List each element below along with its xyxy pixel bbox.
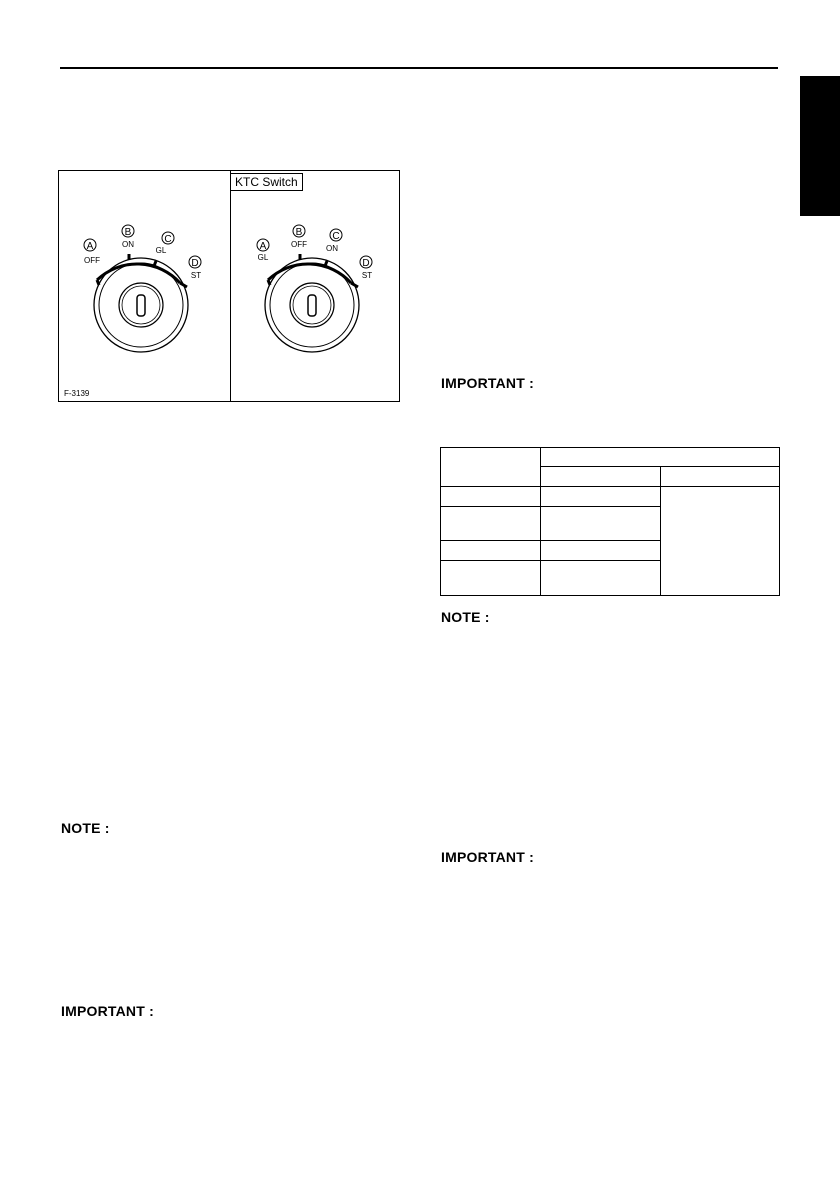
table-cell xyxy=(541,507,661,541)
svg-text:GL: GL xyxy=(155,246,167,255)
table-cell xyxy=(541,561,661,596)
ktc-key-switch xyxy=(230,171,400,401)
position-a xyxy=(84,239,100,265)
svg-text:D: D xyxy=(191,258,199,269)
table-cell xyxy=(541,541,661,561)
svg-text:C: C xyxy=(164,234,172,245)
svg-text:C: C xyxy=(332,231,340,242)
section-thumb-tab xyxy=(800,76,840,216)
table-cell xyxy=(541,448,780,467)
key-switch-figure xyxy=(58,170,400,402)
key-barrel xyxy=(119,283,163,327)
table-cell xyxy=(441,448,541,487)
important-label: IMPORTANT : xyxy=(441,375,534,391)
key-slot-icon xyxy=(137,295,145,316)
standard-key-switch xyxy=(59,171,229,401)
table-cell xyxy=(541,467,661,487)
table-cell xyxy=(441,507,541,541)
ktc-position-b xyxy=(291,225,307,249)
svg-text:B: B xyxy=(124,227,132,238)
important-label: IMPORTANT : xyxy=(61,1003,154,1019)
svg-text:ST: ST xyxy=(361,271,373,280)
spec-table xyxy=(440,447,780,596)
svg-text:OFF: OFF xyxy=(291,240,307,249)
ktc-position-a xyxy=(257,239,269,262)
ktc-switch-label: KTC Switch xyxy=(230,173,303,191)
svg-text:ST: ST xyxy=(190,271,202,280)
figure-code: F-3139 xyxy=(64,389,90,398)
position-d xyxy=(189,256,201,280)
table-row xyxy=(441,487,780,507)
table-cell xyxy=(441,487,541,507)
header-rule xyxy=(60,67,778,69)
table-row xyxy=(441,448,780,467)
svg-text:OFF: OFF xyxy=(84,256,100,265)
note-label: NOTE : xyxy=(61,820,110,836)
svg-text:D: D xyxy=(362,258,370,269)
position-b xyxy=(122,225,134,249)
svg-text:ON: ON xyxy=(122,240,134,249)
svg-text:GL: GL xyxy=(257,253,269,262)
table-cell xyxy=(441,561,541,596)
svg-text:A: A xyxy=(259,241,267,252)
key-slot-icon xyxy=(308,295,316,316)
svg-text:ON: ON xyxy=(326,244,338,253)
table-cell xyxy=(661,487,780,596)
important-label: IMPORTANT : xyxy=(441,849,534,865)
position-c xyxy=(156,232,174,255)
table-cell xyxy=(661,467,780,487)
key-barrel xyxy=(290,283,334,327)
table-cell xyxy=(541,487,661,507)
svg-text:B: B xyxy=(295,227,303,238)
note-label: NOTE : xyxy=(441,609,490,625)
svg-text:A: A xyxy=(86,241,94,252)
ktc-position-c xyxy=(326,229,342,253)
table-cell xyxy=(441,541,541,561)
ktc-position-d xyxy=(360,256,372,280)
